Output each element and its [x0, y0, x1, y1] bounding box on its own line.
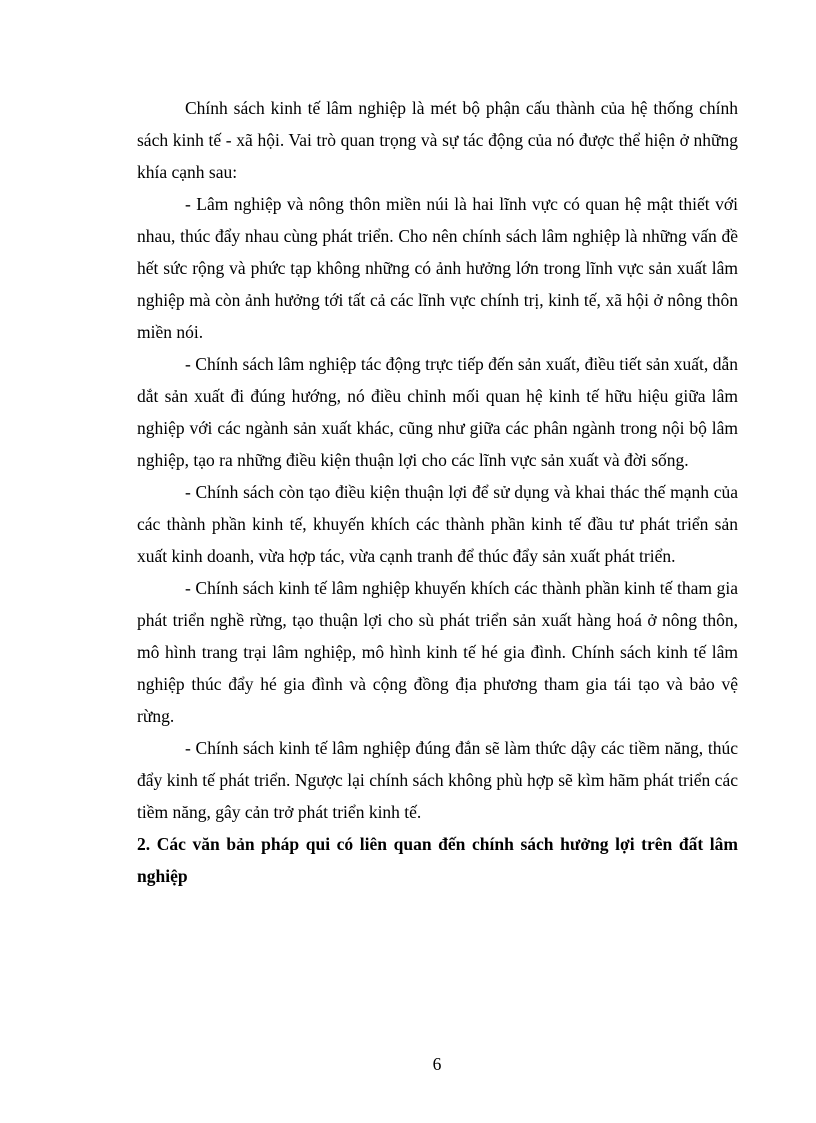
- paragraph-point-1: - Lâm nghiệp và nông thôn miền núi là hai lĩnh vực có quan hệ mật thiết với nhau, thúc đẩy nhau cùng phát triển. Cho nên chính sách lâm nghiệp là những vấn đề hết sức rộng và phức tạp không những có ảnh hưởng lớn trong lĩnh vực sản xuất lâm nghiệp mà còn ảnh hưởng tới tất cả các lĩnh vực chính trị, kinh tế, xã hội ở nông thôn miền nói.: [137, 194, 738, 342]
- section-heading: 2. Các văn bản pháp qui có liên quan đến chính sách hưởng lợi trên đất lâm nghiệp: [137, 834, 738, 886]
- paragraph-point-3: - Chính sách còn tạo điều kiện thuận lợi để sử dụng và khai thác thế mạnh của các thành phần kinh tế, khuyến khích các thành phần kinh tế đầu tư phát triển sản xuất kinh doanh, vừa hợp tác, vừa cạnh tranh để thúc đẩy sản xuất phát triển.: [137, 482, 738, 566]
- page-number: 6: [432, 1054, 442, 1074]
- paragraph-point-5: - Chính sách kinh tế lâm nghiệp đúng đắn sẽ làm thức dậy các tiềm năng, thúc đẩy kinh tế phát triển. Ngược lại chính sách không phù hợp sẽ kìm hãm phát triển các tiềm năng, gây cản trở phát triển kinh tế.: [137, 738, 738, 822]
- paragraph-point-2: - Chính sách lâm nghiệp tác động trực tiếp đến sản xuất, điều tiết sản xuất, dẫn dắt sản xuất đi đúng hướng, nó điều chỉnh mối quan hệ kinh tế hữu hiệu giữa lâm nghiệp với các ngành sản xuất khác, cũng như giữa các phân ngành trong nội bộ lâm nghiệp, tạo ra những điều kiện thuận lợi cho các lĩnh vực sản xuất và đời sống.: [137, 354, 738, 470]
- paragraph-intro: Chính sách kinh tế lâm nghiệp là mét bộ phận cấu thành của hệ thống chính sách kinh tế - xã hội. Vai trò quan trọng và sự tác động của nó được thể hiện ở những khía cạnh sau:: [137, 98, 738, 182]
- page-body: [137, 92, 738, 892]
- paragraph-point-4: - Chính sách kinh tế lâm nghiệp khuyến khích các thành phần kinh tế tham gia phát triển nghề rừng, tạo thuận lợi cho sù phát triển sản xuất hàng hoá ở nông thôn, mô hình trang trại lâm nghiệp, mô hình kinh tế hé gia đình. Chính sách kinh tế lâm nghiệp thúc đẩy hé gia đình và cộng đồng địa phương tham gia tái tạo và bảo vệ rừng.: [137, 578, 738, 726]
